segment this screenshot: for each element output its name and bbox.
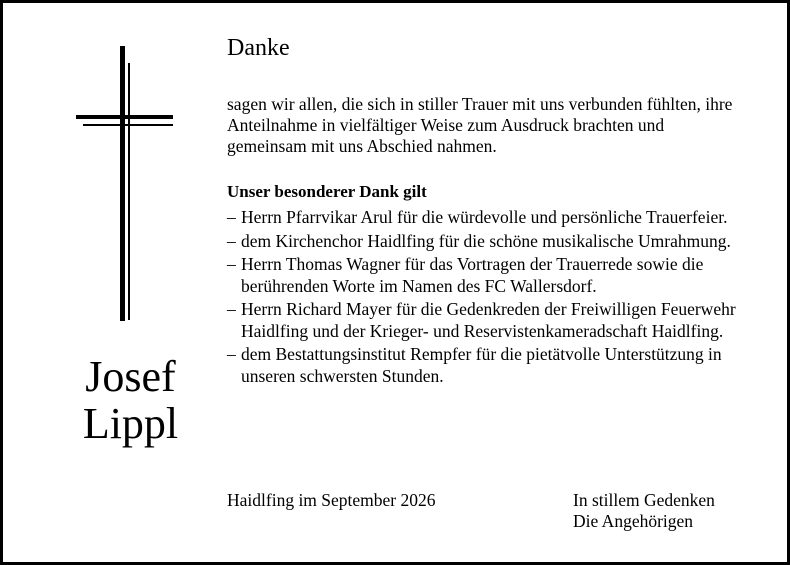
closing-signature xyxy=(573,490,715,532)
signature-line: Die Angehörigen xyxy=(573,511,694,531)
thanks-list xyxy=(227,207,767,389)
list-item-text: dem Bestattungsinstitut Rempfer für die pietätvolle Unterstützung in unseren schwersten Stunden. xyxy=(241,344,722,386)
page-title: Danke xyxy=(227,35,290,61)
list-item xyxy=(227,254,767,297)
cross-icon xyxy=(3,3,223,333)
dash-marker: – xyxy=(227,254,236,274)
first-name: Josef xyxy=(85,352,176,401)
list-item-text: Herrn Thomas Wagner für das Vortragen der Trauerrede sowie die berührenden Worte im Namen des FC Wallersdorf. xyxy=(241,254,704,296)
cross-vertical-line xyxy=(128,63,130,320)
thanks-heading: Unser besonderer Dank gilt xyxy=(227,182,427,201)
list-item xyxy=(227,344,767,387)
dash-marker: – xyxy=(227,230,236,251)
deceased-name xyxy=(43,353,218,447)
dash-marker: – xyxy=(227,299,236,319)
cross-horizontal-line xyxy=(83,124,173,126)
closing-line: In stillem Gedenken xyxy=(573,490,715,510)
list-item-text: Herrn Richard Mayer für die Gedenkreden der Freiwilligen Feuerwehr Haidlfing und der Krieger- und Reservistenkameradschaft Haidlfing. xyxy=(241,299,736,341)
last-name: Lippl xyxy=(82,399,179,448)
cross-horizontal-bar xyxy=(76,115,173,119)
list-item xyxy=(227,231,767,253)
list-item xyxy=(227,207,767,229)
intro-text: sagen wir allen, die sich in stiller Trauer mit uns verbunden fühlten, ihre Anteilnahme in vielfältiger Weise zum Ausdruck brachten und gemeinsam mit uns Abschied nahmen. xyxy=(227,94,733,156)
list-item xyxy=(227,299,767,342)
cross-vertical-bar xyxy=(120,46,125,321)
dash-marker: – xyxy=(227,207,236,227)
list-item-text: Herrn Pfarrvikar Arul für die würdevolle und persönliche Trauerfeier. xyxy=(241,207,728,227)
list-item-text: dem Kirchenchor Haidlfing für die schöne musikalische Umrahmung. xyxy=(241,230,731,251)
dash-marker: – xyxy=(227,344,236,364)
place-date: Haidlfing im September 2026 xyxy=(227,490,436,510)
